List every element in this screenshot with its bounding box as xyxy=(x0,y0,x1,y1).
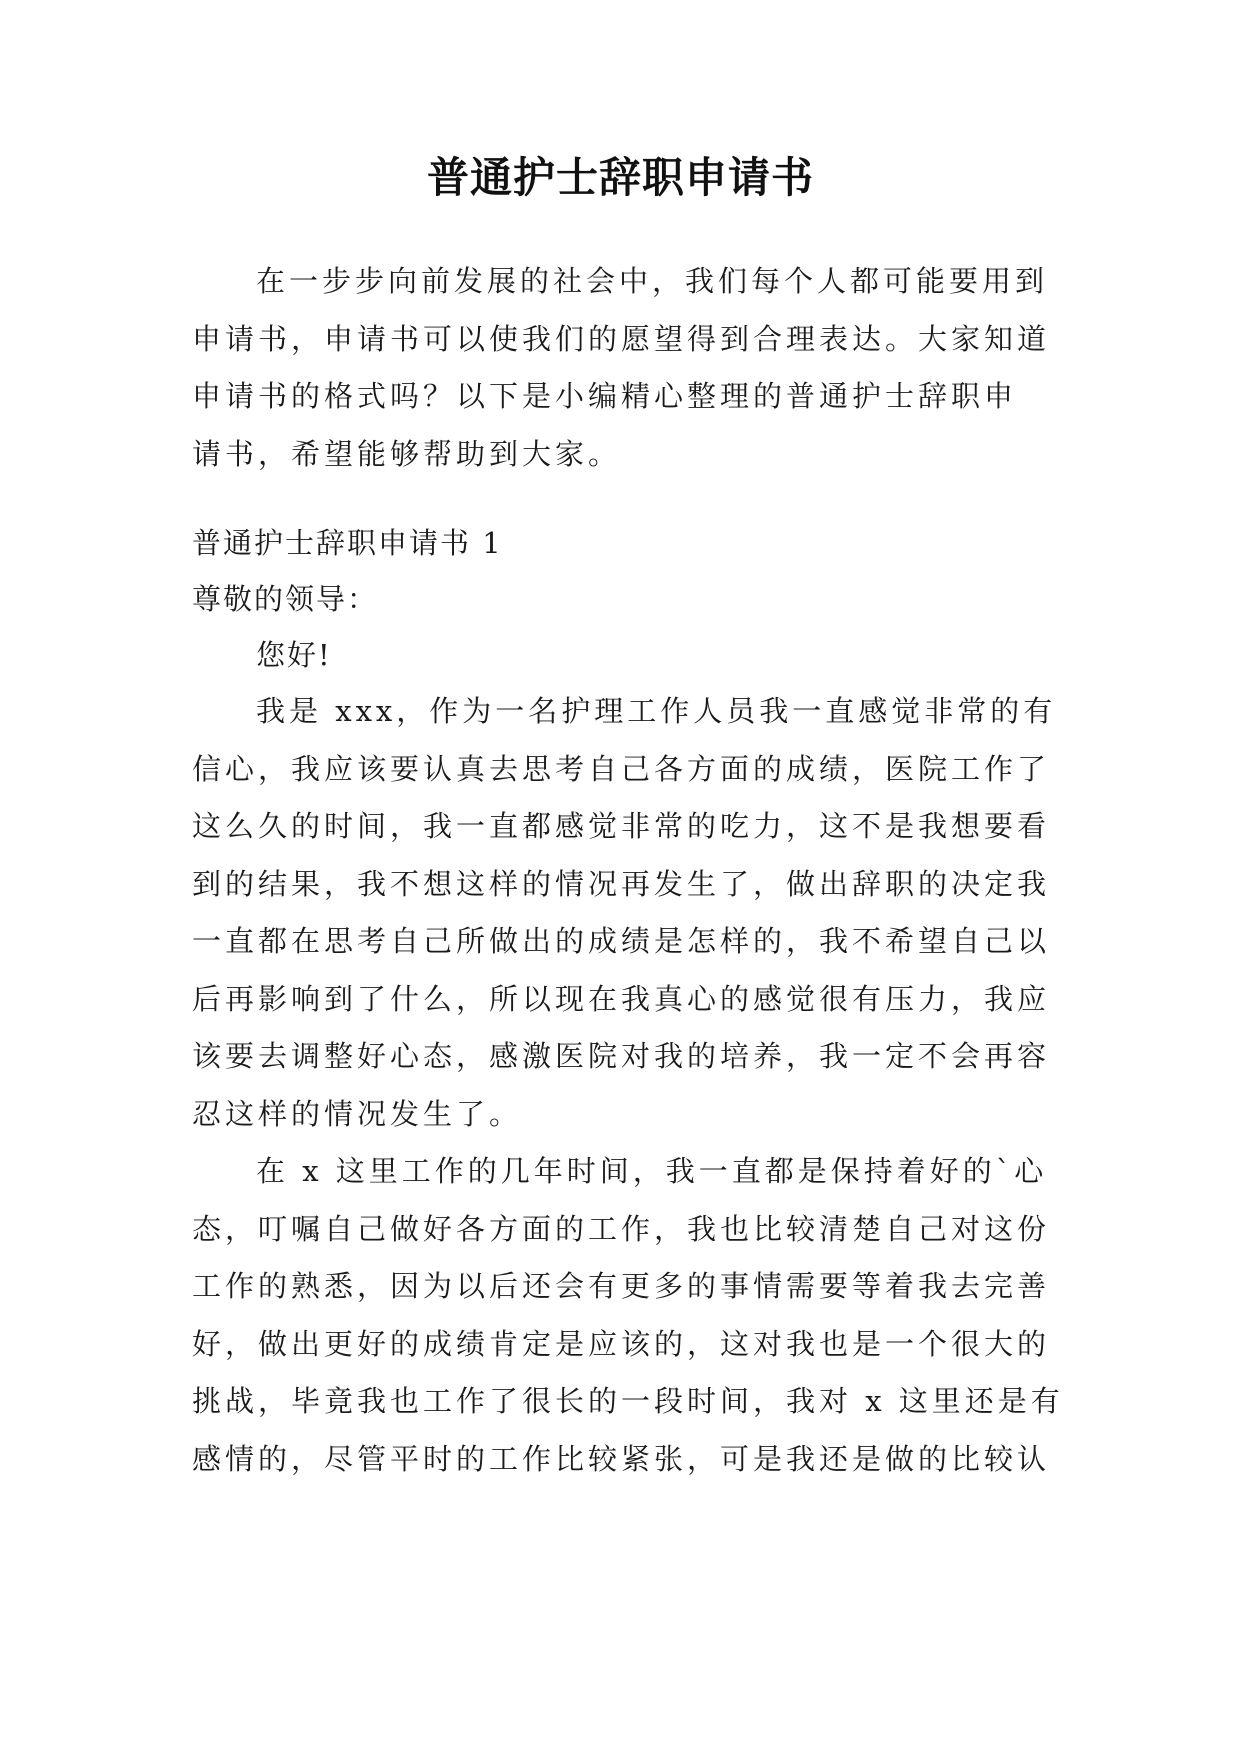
paragraph-line: 到的结果，我不想这样的情况再发生了，做出辞职的决定我 xyxy=(192,866,1051,901)
paragraph-line: 感情的，尽管平时的工作比较紧张，可是我还是做的比较认 xyxy=(192,1441,1051,1476)
intro-line: 在一步步向前发展的社会中，我们每个人都可能要用到 xyxy=(256,264,1049,298)
paragraph-line: 挑战，毕竟我也工作了很长的一段时间，我对 x 这里还是有 xyxy=(192,1384,1064,1418)
body-paragraph-2 xyxy=(192,1143,1064,1488)
paragraph-line: 态，叮嘱自己做好各方面的工作，我也比较清楚自己对这份 xyxy=(192,1211,1051,1246)
section-heading: 普通护士辞职申请书 1 xyxy=(192,526,503,560)
intro-line: 请书，希望能够帮助到大家。 xyxy=(192,436,622,471)
paragraph-line: 这么久的时间，我一直都感觉非常的吃力，这不是我想要看 xyxy=(192,809,1051,843)
page-title: 普通护士辞职申请书 xyxy=(426,153,814,202)
greeting: 您好! xyxy=(256,638,332,672)
salutation: 尊敬的领导： xyxy=(192,582,379,616)
paragraph-line: 后再影响到了什么，所以现在我真心的感觉很有压力，我应 xyxy=(192,981,1051,1016)
body-paragraph-1 xyxy=(192,683,1057,1143)
letter-header xyxy=(192,515,1052,683)
paragraph-line: 信心，我应该要认真去思考自己各方面的成绩，医院工作了 xyxy=(192,751,1051,786)
paragraph-line: 一直都在思考自己所做出的成绩是怎样的，我不希望自己以 xyxy=(192,924,1051,958)
paragraph-line: 该要去调整好心态，感激医院对我的培养，我一定不会再容 xyxy=(192,1039,1051,1073)
paragraph-line: 在 x 这里工作的几年时间，我一直都是保持着好的`心 xyxy=(256,1154,1048,1188)
paragraph-line: 工作的熟悉，因为以后还会有更多的事情需要等着我去完善 xyxy=(192,1269,1051,1303)
paragraph-line: 好，做出更好的成绩肯定是应该的，这对我也是一个很大的 xyxy=(192,1326,1051,1361)
intro-paragraph xyxy=(192,253,1052,483)
paragraph-line: 忍这样的情况发生了。 xyxy=(192,1096,523,1131)
intro-line: 申请书的格式吗？以下是小编精心整理的普通护士辞职申 xyxy=(192,379,1018,413)
intro-line: 申请书，申请书可以使我们的愿望得到合理表达。大家知道 xyxy=(192,321,1051,356)
paragraph-line: 我是 xxx，作为一名护理工作人员我一直感觉非常的有 xyxy=(256,694,1057,728)
